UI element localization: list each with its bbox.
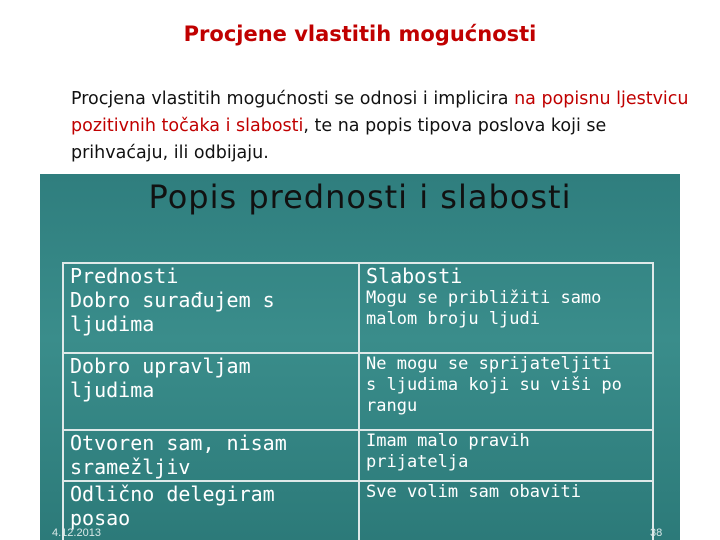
table-row bbox=[63, 263, 653, 353]
strengths-weaknesses-table bbox=[62, 262, 654, 540]
cell-line: malom broju ljudi bbox=[366, 309, 540, 329]
image-title: Popis prednosti i slabosti bbox=[148, 178, 572, 216]
cell-line: Ne mogu se sprijateljiti bbox=[366, 354, 612, 374]
weakness-cell bbox=[359, 353, 653, 430]
cell-line: s ljudima koji su viši po bbox=[366, 375, 622, 395]
slide-title: Procjene vlastitih mogućnosti bbox=[183, 22, 537, 46]
strength-cell bbox=[63, 481, 359, 540]
cell-line: Sve volim sam obaviti bbox=[366, 482, 581, 502]
slide-date: 4.12.2013 bbox=[52, 527, 101, 539]
cell-line: sramežljiv bbox=[70, 455, 191, 479]
cell-line: rangu bbox=[366, 396, 418, 416]
cell-line: Dobro surađujem s bbox=[70, 288, 275, 312]
intro-text-2: , te na popis tipova poslova koji se prihvaćaju, ili odbijaju. bbox=[71, 116, 607, 163]
column-header-weaknesses: Slabosti bbox=[366, 264, 463, 288]
cell-line: ljudima bbox=[70, 378, 155, 402]
table-row bbox=[63, 481, 653, 540]
weakness-cell bbox=[359, 430, 653, 481]
cell-line: Dobro upravljam bbox=[70, 354, 251, 378]
intro-highlight: na popisnu ljestvicu pozitivnih točaka i slabosti bbox=[71, 89, 689, 136]
strength-cell bbox=[63, 430, 359, 481]
weakness-cell bbox=[359, 481, 653, 540]
cell-line: Otvoren sam, nisam bbox=[70, 431, 287, 455]
cell-line: Imam malo pravih bbox=[366, 431, 530, 451]
column-header-strengths: Prednosti bbox=[70, 264, 179, 288]
cell-line: Mogu se približiti samo bbox=[366, 288, 602, 308]
cell-line: prijatelja bbox=[366, 452, 469, 472]
slide-number: 38 bbox=[650, 527, 663, 539]
cell-line: Odlično delegiram bbox=[70, 482, 275, 506]
weakness-cell bbox=[359, 263, 653, 353]
intro-paragraph bbox=[71, 86, 691, 167]
intro-text-1: Procjena vlastitih mogućnosti se odnosi i implicira bbox=[71, 89, 515, 109]
strengths-weaknesses-image bbox=[40, 174, 680, 540]
cell-line: posao bbox=[70, 506, 131, 530]
strength-cell bbox=[63, 353, 359, 430]
table-row bbox=[63, 353, 653, 430]
table-row bbox=[63, 430, 653, 481]
cell-line: ljudima bbox=[70, 312, 155, 336]
strength-cell bbox=[63, 263, 359, 353]
